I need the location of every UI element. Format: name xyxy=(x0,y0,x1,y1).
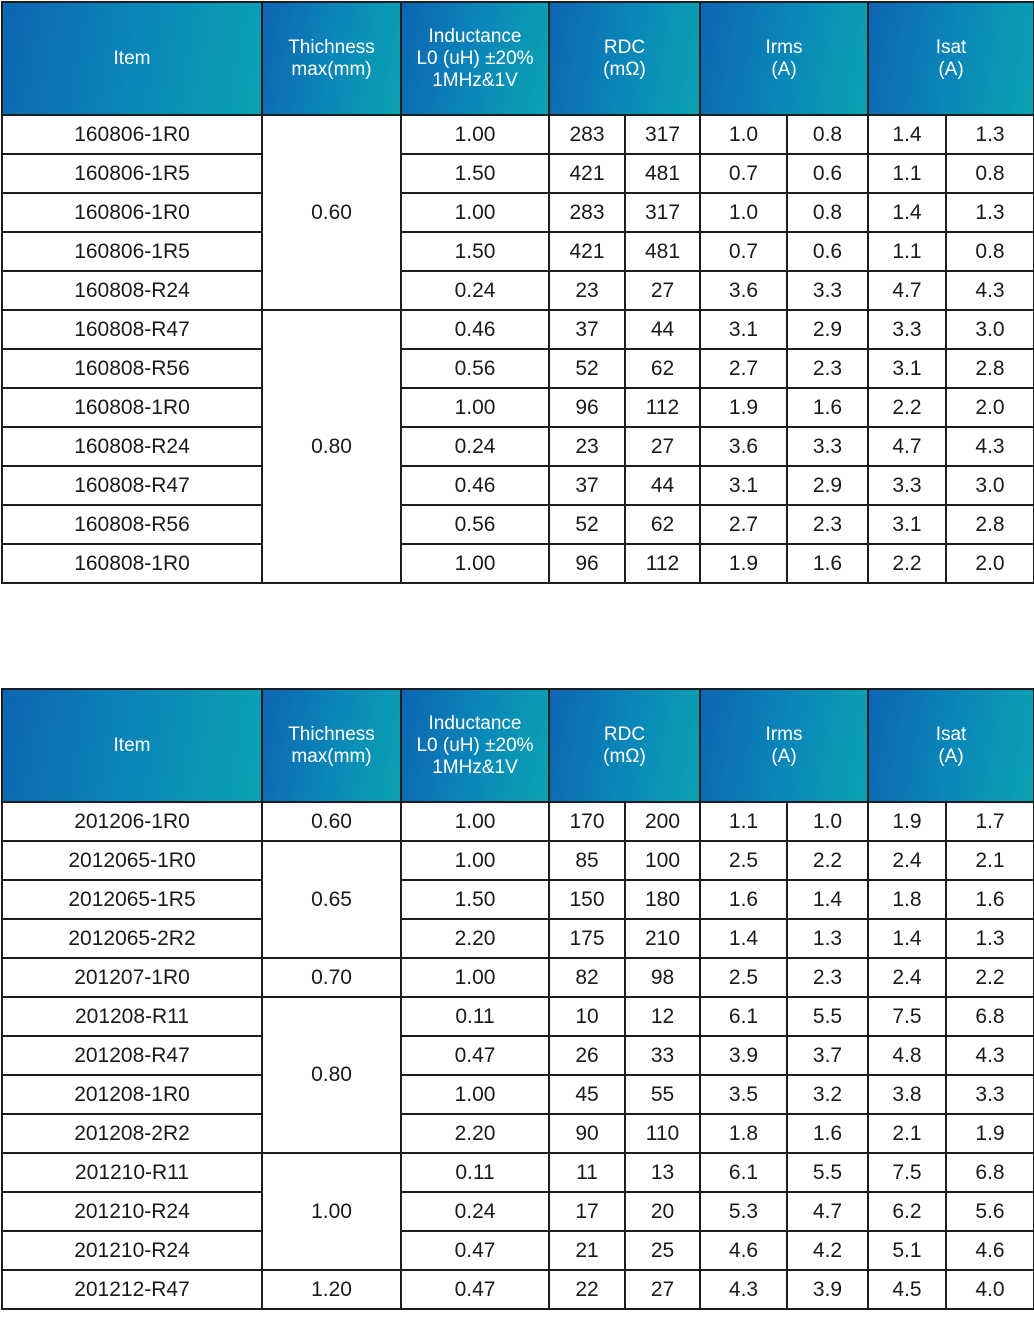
irms-1-cell: 1.4 xyxy=(700,919,787,958)
header-isat xyxy=(868,689,1034,802)
irms-1-cell: 1.0 xyxy=(700,115,787,154)
irms-1-cell: 6.1 xyxy=(700,997,787,1036)
rdc-typ-cell: 22 xyxy=(549,1270,625,1309)
irms-1-cell: 2.5 xyxy=(700,841,787,880)
isat-1-cell: 2.2 xyxy=(868,388,946,427)
irms-2-cell: 3.2 xyxy=(787,1075,868,1114)
rdc-typ-cell: 10 xyxy=(549,997,625,1036)
spec-table-1608 xyxy=(1,1,1034,584)
inductance-cell: 0.56 xyxy=(401,349,549,388)
table-row xyxy=(2,1114,1034,1153)
rdc-max-cell: 317 xyxy=(625,115,700,154)
header-rdc xyxy=(549,2,700,115)
irms-1-cell: 2.5 xyxy=(700,958,787,997)
rdc-typ-cell: 96 xyxy=(549,544,625,583)
isat-1-cell: 4.5 xyxy=(868,1270,946,1309)
inductance-cell: 0.46 xyxy=(401,310,549,349)
irms-1-cell: 1.9 xyxy=(700,388,787,427)
isat-2-cell: 6.8 xyxy=(946,997,1034,1036)
rdc-max-cell: 481 xyxy=(625,154,700,193)
table-row xyxy=(2,841,1034,880)
rdc-typ-cell: 96 xyxy=(549,388,625,427)
isat-2-cell: 1.7 xyxy=(946,802,1034,841)
isat-1-cell: 4.7 xyxy=(868,427,946,466)
rdc-typ-cell: 37 xyxy=(549,466,625,505)
rdc-typ-cell: 90 xyxy=(549,1114,625,1153)
isat-1-cell: 7.5 xyxy=(868,1153,946,1192)
item-cell: 160806-1R0 xyxy=(2,193,262,232)
isat-1-cell: 5.1 xyxy=(868,1231,946,1270)
header-inductance xyxy=(401,2,549,115)
rdc-max-cell: 55 xyxy=(625,1075,700,1114)
isat-1-cell: 4.7 xyxy=(868,271,946,310)
inductance-cell: 1.00 xyxy=(401,958,549,997)
inductance-cell: 0.47 xyxy=(401,1231,549,1270)
table-row xyxy=(2,880,1034,919)
irms-2-cell: 0.8 xyxy=(787,115,868,154)
header-irms xyxy=(700,689,868,802)
inductance-cell: 0.47 xyxy=(401,1036,549,1075)
item-cell: 160808-R24 xyxy=(2,427,262,466)
header-inductance-line: Inductance xyxy=(428,712,522,734)
irms-1-cell: 2.7 xyxy=(700,349,787,388)
header-irms-line: (A) xyxy=(771,58,797,80)
thickness-cell: 0.65 xyxy=(262,841,401,958)
inductance-cell: 1.50 xyxy=(401,154,549,193)
isat-2-cell: 3.3 xyxy=(946,1075,1034,1114)
item-cell: 201206-1R0 xyxy=(2,802,262,841)
irms-1-cell: 4.3 xyxy=(700,1270,787,1309)
thickness-cell: 0.60 xyxy=(262,802,401,841)
inductance-cell: 1.00 xyxy=(401,544,549,583)
header-inductance-line: Inductance xyxy=(428,25,522,47)
isat-1-cell: 1.8 xyxy=(868,880,946,919)
inductance-cell: 1.00 xyxy=(401,802,549,841)
item-cell: 201210-R11 xyxy=(2,1153,262,1192)
thickness-cell: 0.80 xyxy=(262,310,401,583)
header-irms-line: (A) xyxy=(771,745,797,767)
rdc-max-cell: 200 xyxy=(625,802,700,841)
header-inductance xyxy=(401,689,549,802)
irms-2-cell: 2.2 xyxy=(787,841,868,880)
irms-2-cell: 3.9 xyxy=(787,1270,868,1309)
irms-1-cell: 4.6 xyxy=(700,1231,787,1270)
header-isat-line: (A) xyxy=(938,58,964,80)
inductance-cell: 1.00 xyxy=(401,388,549,427)
isat-2-cell: 0.8 xyxy=(946,154,1034,193)
thickness-cell: 0.80 xyxy=(262,997,401,1153)
table-row xyxy=(2,1270,1034,1309)
header-rdc xyxy=(549,689,700,802)
rdc-max-cell: 27 xyxy=(625,271,700,310)
item-cell: 201208-2R2 xyxy=(2,1114,262,1153)
rdc-max-cell: 62 xyxy=(625,505,700,544)
rdc-max-cell: 100 xyxy=(625,841,700,880)
table-row xyxy=(2,115,1034,154)
rdc-typ-cell: 52 xyxy=(549,349,625,388)
irms-1-cell: 3.5 xyxy=(700,1075,787,1114)
isat-2-cell: 4.3 xyxy=(946,427,1034,466)
isat-1-cell: 1.4 xyxy=(868,115,946,154)
irms-2-cell: 4.2 xyxy=(787,1231,868,1270)
thickness-cell: 0.60 xyxy=(262,115,401,310)
isat-1-cell: 1.1 xyxy=(868,232,946,271)
rdc-typ-cell: 421 xyxy=(549,232,625,271)
rdc-typ-cell: 175 xyxy=(549,919,625,958)
item-cell: 2012065-1R5 xyxy=(2,880,262,919)
isat-2-cell: 1.3 xyxy=(946,115,1034,154)
rdc-typ-cell: 150 xyxy=(549,880,625,919)
table-row xyxy=(2,1075,1034,1114)
irms-2-cell: 2.3 xyxy=(787,958,868,997)
isat-1-cell: 2.4 xyxy=(868,841,946,880)
header-rdc-line: RDC xyxy=(603,723,646,745)
rdc-max-cell: 27 xyxy=(625,1270,700,1309)
inductance-cell: 2.20 xyxy=(401,919,549,958)
irms-1-cell: 3.1 xyxy=(700,310,787,349)
rdc-typ-cell: 85 xyxy=(549,841,625,880)
rdc-max-cell: 25 xyxy=(625,1231,700,1270)
isat-1-cell: 3.1 xyxy=(868,349,946,388)
rdc-typ-cell: 21 xyxy=(549,1231,625,1270)
rdc-typ-cell: 421 xyxy=(549,154,625,193)
rdc-typ-cell: 52 xyxy=(549,505,625,544)
table-row xyxy=(2,466,1034,505)
rdc-max-cell: 12 xyxy=(625,997,700,1036)
table-row xyxy=(2,958,1034,997)
header-rdc-line: (mΩ) xyxy=(603,58,646,80)
irms-2-cell: 1.6 xyxy=(787,388,868,427)
isat-2-cell: 2.1 xyxy=(946,841,1034,880)
rdc-max-cell: 481 xyxy=(625,232,700,271)
inductance-cell: 0.56 xyxy=(401,505,549,544)
irms-1-cell: 1.8 xyxy=(700,1114,787,1153)
table-row xyxy=(2,349,1034,388)
isat-2-cell: 3.0 xyxy=(946,466,1034,505)
inductance-cell: 0.24 xyxy=(401,271,549,310)
item-cell: 2012065-2R2 xyxy=(2,919,262,958)
inductance-cell: 0.24 xyxy=(401,427,549,466)
inductance-cell: 0.46 xyxy=(401,466,549,505)
isat-2-cell: 1.9 xyxy=(946,1114,1034,1153)
inductance-cell: 1.00 xyxy=(401,1075,549,1114)
irms-2-cell: 1.6 xyxy=(787,1114,868,1153)
isat-1-cell: 3.3 xyxy=(868,310,946,349)
item-cell: 201212-R47 xyxy=(2,1270,262,1309)
isat-2-cell: 1.6 xyxy=(946,880,1034,919)
irms-1-cell: 1.9 xyxy=(700,544,787,583)
inductance-cell: 0.47 xyxy=(401,1270,549,1309)
irms-1-cell: 5.3 xyxy=(700,1192,787,1231)
item-cell: 160806-1R5 xyxy=(2,232,262,271)
isat-2-cell: 5.6 xyxy=(946,1192,1034,1231)
irms-2-cell: 2.9 xyxy=(787,310,868,349)
irms-2-cell: 0.8 xyxy=(787,193,868,232)
irms-1-cell: 3.6 xyxy=(700,427,787,466)
irms-2-cell: 3.3 xyxy=(787,271,868,310)
rdc-max-cell: 210 xyxy=(625,919,700,958)
irms-2-cell: 1.6 xyxy=(787,544,868,583)
irms-2-cell: 2.3 xyxy=(787,349,868,388)
header-row xyxy=(2,2,1034,115)
table-row xyxy=(2,802,1034,841)
irms-1-cell: 0.7 xyxy=(700,232,787,271)
rdc-max-cell: 110 xyxy=(625,1114,700,1153)
isat-2-cell: 2.8 xyxy=(946,505,1034,544)
header-isat-line: (A) xyxy=(938,745,964,767)
isat-1-cell: 1.4 xyxy=(868,193,946,232)
item-cell: 201210-R24 xyxy=(2,1231,262,1270)
header-row xyxy=(2,689,1034,802)
isat-2-cell: 0.8 xyxy=(946,232,1034,271)
rdc-max-cell: 27 xyxy=(625,427,700,466)
isat-1-cell: 7.5 xyxy=(868,997,946,1036)
header-thickness xyxy=(262,2,401,115)
isat-1-cell: 1.4 xyxy=(868,919,946,958)
irms-2-cell: 1.4 xyxy=(787,880,868,919)
header-irms-line: Irms xyxy=(765,36,803,58)
rdc-max-cell: 112 xyxy=(625,388,700,427)
irms-1-cell: 3.1 xyxy=(700,466,787,505)
inductance-cell: 1.00 xyxy=(401,841,549,880)
rdc-max-cell: 98 xyxy=(625,958,700,997)
irms-2-cell: 4.7 xyxy=(787,1192,868,1231)
isat-1-cell: 4.8 xyxy=(868,1036,946,1075)
rdc-typ-cell: 170 xyxy=(549,802,625,841)
irms-2-cell: 1.3 xyxy=(787,919,868,958)
irms-2-cell: 5.5 xyxy=(787,997,868,1036)
inductance-cell: 2.20 xyxy=(401,1114,549,1153)
isat-1-cell: 6.2 xyxy=(868,1192,946,1231)
rdc-typ-cell: 82 xyxy=(549,958,625,997)
irms-2-cell: 0.6 xyxy=(787,154,868,193)
table-row xyxy=(2,919,1034,958)
rdc-max-cell: 44 xyxy=(625,310,700,349)
header-isat-line: Isat xyxy=(935,723,967,745)
table-row xyxy=(2,505,1034,544)
irms-1-cell: 3.6 xyxy=(700,271,787,310)
table-row xyxy=(2,271,1034,310)
table-row xyxy=(2,997,1034,1036)
rdc-typ-cell: 283 xyxy=(549,193,625,232)
header-isat-line: Isat xyxy=(935,36,967,58)
irms-2-cell: 2.9 xyxy=(787,466,868,505)
item-cell: 160808-R56 xyxy=(2,349,262,388)
irms-1-cell: 3.9 xyxy=(700,1036,787,1075)
table-row xyxy=(2,1231,1034,1270)
irms-2-cell: 5.5 xyxy=(787,1153,868,1192)
header-thickness-line: Thichness xyxy=(288,36,375,58)
header-inductance-line: 1MHz&1V xyxy=(432,69,518,91)
isat-2-cell: 4.0 xyxy=(946,1270,1034,1309)
isat-2-cell: 2.8 xyxy=(946,349,1034,388)
item-cell: 160808-R47 xyxy=(2,466,262,505)
irms-2-cell: 1.0 xyxy=(787,802,868,841)
rdc-typ-cell: 23 xyxy=(549,427,625,466)
isat-2-cell: 4.3 xyxy=(946,1036,1034,1075)
table-row xyxy=(2,427,1034,466)
isat-1-cell: 3.3 xyxy=(868,466,946,505)
isat-1-cell: 1.9 xyxy=(868,802,946,841)
table-row xyxy=(2,388,1034,427)
item-cell: 201208-R47 xyxy=(2,1036,262,1075)
isat-1-cell: 2.4 xyxy=(868,958,946,997)
inductance-cell: 0.24 xyxy=(401,1192,549,1231)
table-row xyxy=(2,310,1034,349)
table-row xyxy=(2,232,1034,271)
thickness-cell: 0.70 xyxy=(262,958,401,997)
rdc-max-cell: 20 xyxy=(625,1192,700,1231)
header-thickness-line: max(mm) xyxy=(291,58,372,80)
item-cell: 201208-1R0 xyxy=(2,1075,262,1114)
rdc-typ-cell: 17 xyxy=(549,1192,625,1231)
rdc-max-cell: 180 xyxy=(625,880,700,919)
isat-2-cell: 2.0 xyxy=(946,388,1034,427)
isat-2-cell: 3.0 xyxy=(946,310,1034,349)
table-row xyxy=(2,544,1034,583)
table-row xyxy=(2,193,1034,232)
irms-1-cell: 1.0 xyxy=(700,193,787,232)
rdc-max-cell: 33 xyxy=(625,1036,700,1075)
rdc-typ-cell: 23 xyxy=(549,271,625,310)
inductance-cell: 0.11 xyxy=(401,1153,549,1192)
rdc-max-cell: 317 xyxy=(625,193,700,232)
table-row xyxy=(2,1036,1034,1075)
item-cell: 160806-1R0 xyxy=(2,115,262,154)
header-item: Item xyxy=(2,689,262,802)
item-cell: 160808-R56 xyxy=(2,505,262,544)
item-cell: 160808-1R0 xyxy=(2,544,262,583)
header-isat xyxy=(868,2,1034,115)
thickness-cell: 1.20 xyxy=(262,1270,401,1309)
header-inductance-line: 1MHz&1V xyxy=(432,756,518,778)
isat-1-cell: 3.8 xyxy=(868,1075,946,1114)
spec-table-2012 xyxy=(1,688,1034,1310)
rdc-typ-cell: 283 xyxy=(549,115,625,154)
header-irms-line: Irms xyxy=(765,723,803,745)
isat-2-cell: 4.6 xyxy=(946,1231,1034,1270)
item-cell: 160806-1R5 xyxy=(2,154,262,193)
rdc-max-cell: 13 xyxy=(625,1153,700,1192)
header-irms xyxy=(700,2,868,115)
irms-1-cell: 6.1 xyxy=(700,1153,787,1192)
item-cell: 160808-1R0 xyxy=(2,388,262,427)
rdc-max-cell: 112 xyxy=(625,544,700,583)
irms-2-cell: 0.6 xyxy=(787,232,868,271)
irms-1-cell: 1.1 xyxy=(700,802,787,841)
rdc-max-cell: 44 xyxy=(625,466,700,505)
inductance-cell: 0.11 xyxy=(401,997,549,1036)
isat-1-cell: 1.1 xyxy=(868,154,946,193)
irms-2-cell: 2.3 xyxy=(787,505,868,544)
irms-2-cell: 3.7 xyxy=(787,1036,868,1075)
isat-2-cell: 1.3 xyxy=(946,919,1034,958)
inductance-cell: 1.50 xyxy=(401,232,549,271)
header-item: Item xyxy=(2,2,262,115)
item-cell: 160808-R24 xyxy=(2,271,262,310)
inductance-cell: 1.50 xyxy=(401,880,549,919)
irms-1-cell: 1.6 xyxy=(700,880,787,919)
irms-1-cell: 0.7 xyxy=(700,154,787,193)
isat-2-cell: 4.3 xyxy=(946,271,1034,310)
header-thickness-line: max(mm) xyxy=(291,745,372,767)
inductance-cell: 1.00 xyxy=(401,115,549,154)
item-cell: 201207-1R0 xyxy=(2,958,262,997)
thickness-cell: 1.00 xyxy=(262,1153,401,1270)
irms-2-cell: 3.3 xyxy=(787,427,868,466)
rdc-typ-cell: 11 xyxy=(549,1153,625,1192)
table-row xyxy=(2,154,1034,193)
rdc-typ-cell: 37 xyxy=(549,310,625,349)
header-thickness-line: Thichness xyxy=(288,723,375,745)
table-row xyxy=(2,1192,1034,1231)
isat-1-cell: 2.1 xyxy=(868,1114,946,1153)
rdc-typ-cell: 45 xyxy=(549,1075,625,1114)
isat-2-cell: 1.3 xyxy=(946,193,1034,232)
header-rdc-line: RDC xyxy=(603,36,646,58)
header-inductance-line: L0 (uH) ±20% xyxy=(416,47,534,69)
header-rdc-line: (mΩ) xyxy=(603,745,646,767)
item-cell: 201210-R24 xyxy=(2,1192,262,1231)
irms-1-cell: 2.7 xyxy=(700,505,787,544)
isat-1-cell: 2.2 xyxy=(868,544,946,583)
isat-2-cell: 2.0 xyxy=(946,544,1034,583)
item-cell: 201208-R11 xyxy=(2,997,262,1036)
rdc-typ-cell: 26 xyxy=(549,1036,625,1075)
item-cell: 160808-R47 xyxy=(2,310,262,349)
header-inductance-line: L0 (uH) ±20% xyxy=(416,734,534,756)
inductance-cell: 1.00 xyxy=(401,193,549,232)
isat-2-cell: 6.8 xyxy=(946,1153,1034,1192)
header-thickness xyxy=(262,689,401,802)
isat-1-cell: 3.1 xyxy=(868,505,946,544)
isat-2-cell: 2.2 xyxy=(946,958,1034,997)
rdc-max-cell: 62 xyxy=(625,349,700,388)
item-cell: 2012065-1R0 xyxy=(2,841,262,880)
table-row xyxy=(2,1153,1034,1192)
